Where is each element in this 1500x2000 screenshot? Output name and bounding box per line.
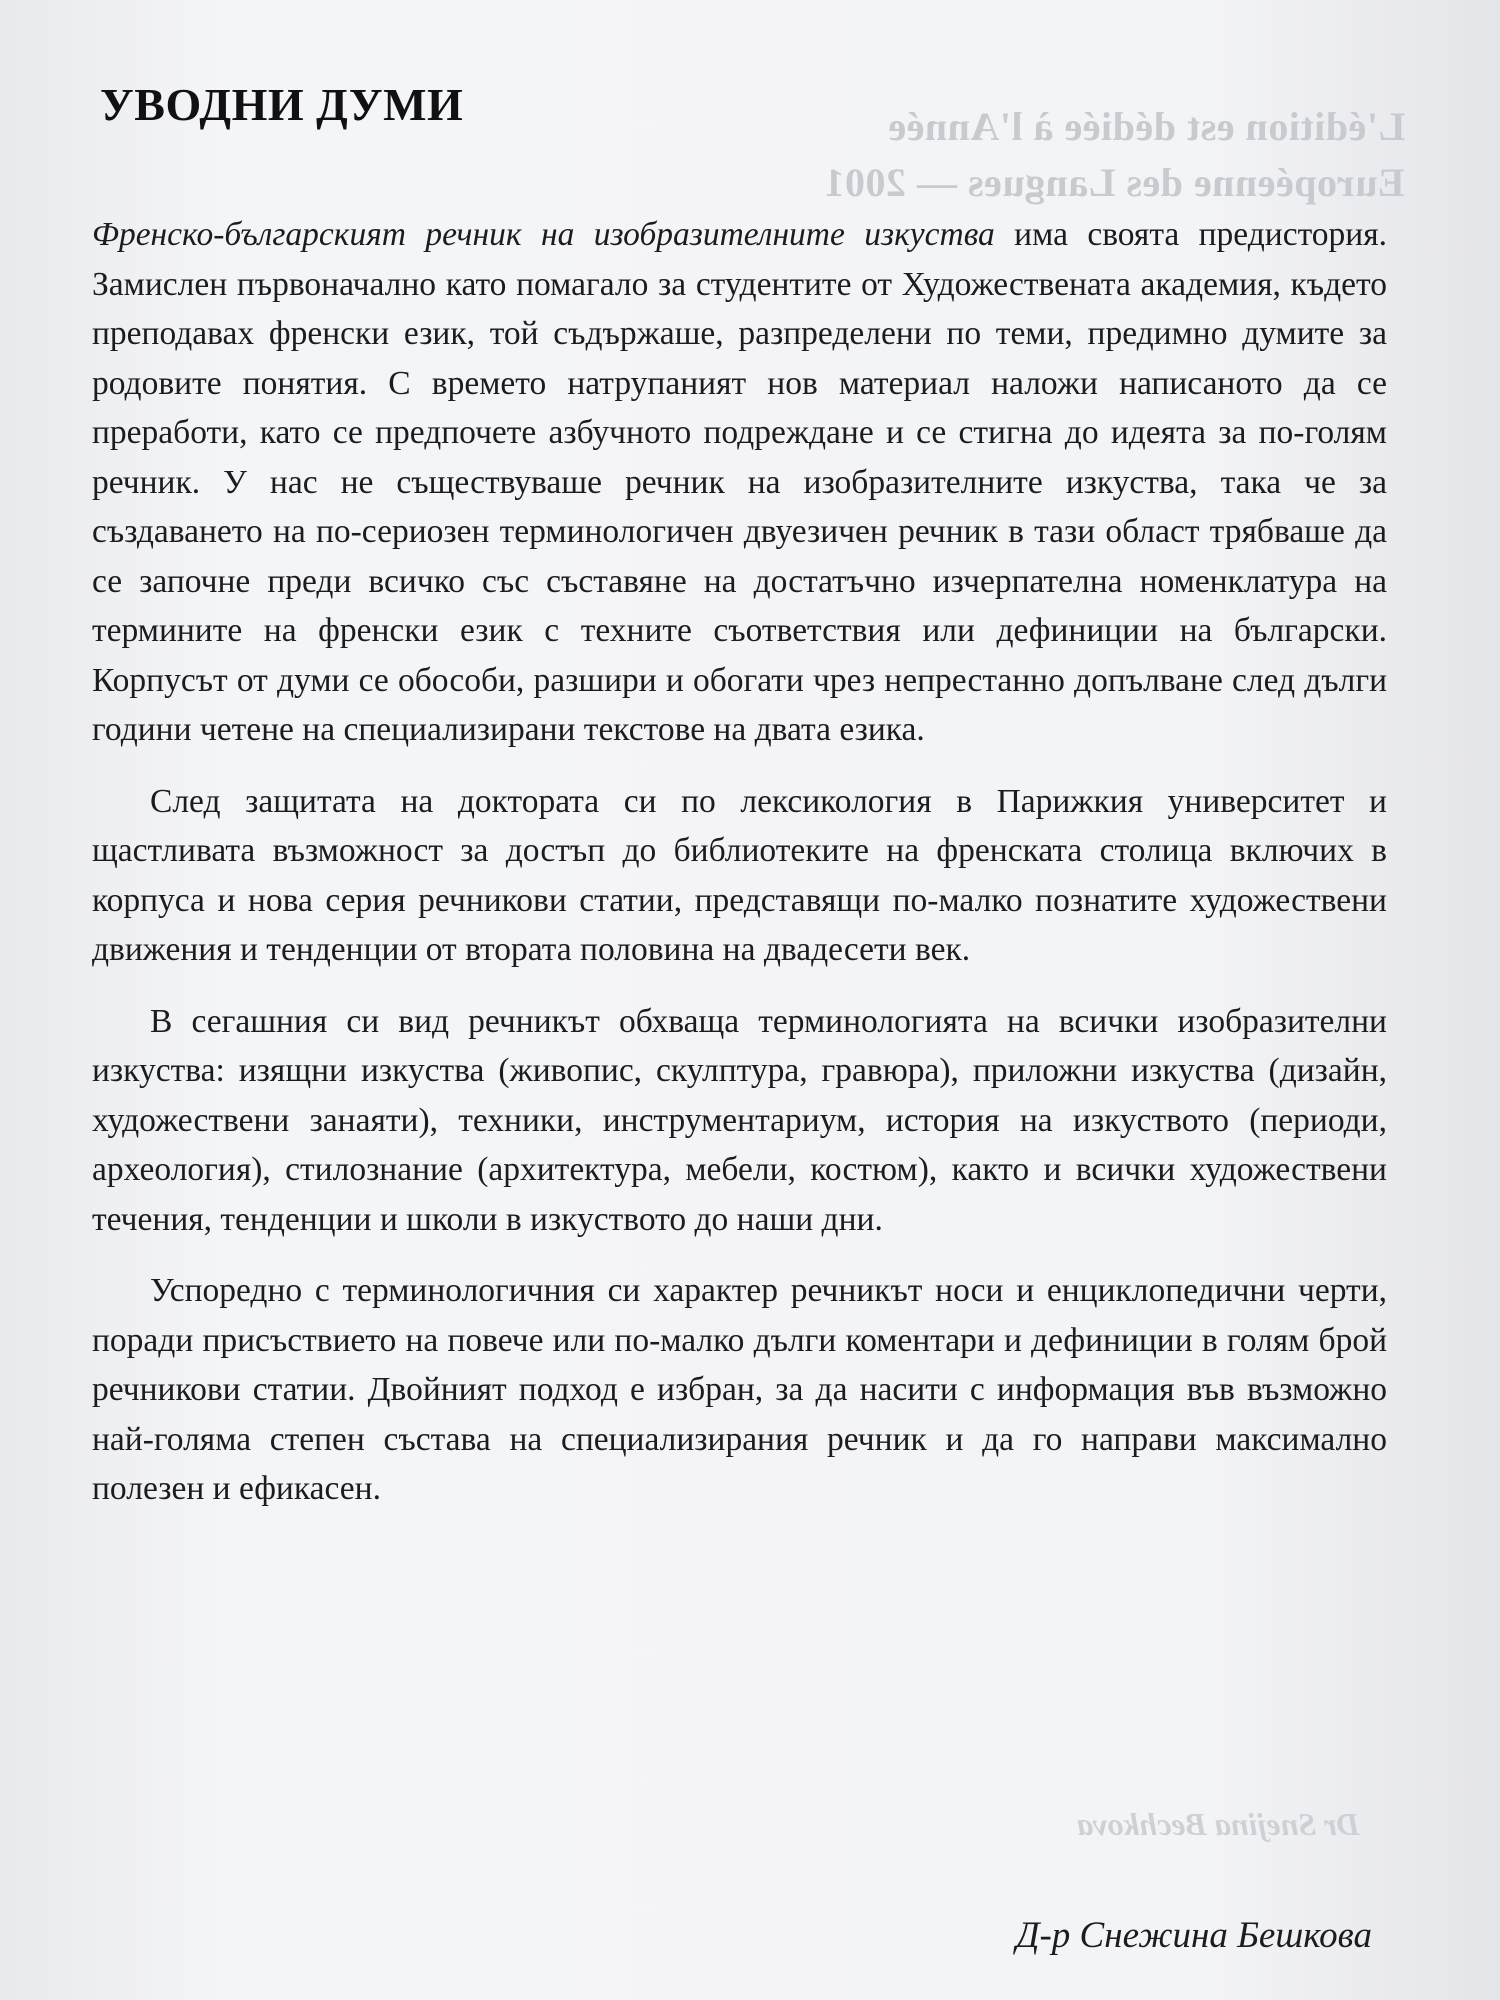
paragraph-3: В сегашния си вид речникът обхваща терминологията на всички изобразителни изкуства: изящни изкуства (живопис, скулптура, гравюра), приложни изкуства (дизайн, художествени занаяти), техники, инструментариум, история на изкуството (периоди, археология), стилознание (архитектура, мебели, костюм), както и всички художествени течения, тенденции и школи в изкуството до наши дни.: [92, 1002, 1387, 1238]
facing-page-bleed-signature: Dr Snejina Bechkova: [1077, 1806, 1360, 1842]
paragraph-1: [92, 210, 1387, 755]
paragraph-4: Успоредно с терминологичния си характер речникът носи и енциклопедични черти, поради присъствието на повече или по-малко дълги коментари и дефиниции в голям брой речникови статии. Двойният подход е избран, за да насити с информация във възможно най-голяма степен състава на специализирания речник и да го направи максимално полезен и ефикасен.: [92, 1272, 1387, 1507]
author-signature: Д-р Снежина Бешкова: [1015, 1915, 1372, 1956]
page-title: УВОДНИ ДУМИ: [100, 79, 464, 130]
paragraph-1-italic-lead: Френско-българският речник на изобразителните изкуства: [92, 216, 995, 253]
facing-page-bleed-line-1: L'édition est dédiée à l'Année: [887, 104, 1405, 149]
paragraph-2: След защитата на доктората си по лексикология в Парижкия университет и щастливата възможност за достъп до библиотеките на френската столица включих в корпуса и нова серия речникови статии, представящи по-малко познатите художествени движения и тенденции от втората половина на двадесети век.: [92, 782, 1387, 968]
paragraph-1-text: има своята предистория. Замислен първоначално като помагало за студентите от Художествената академия, където преподавах френски език, той съдържаше, разпределени по теми, предимно думите за родовите понятия. С времето натрупаният нов материал наложи написаното да се преработи, като се предпочете азбучното подреждане и се стигна до идеята за по-голям речник. У нас не съществуваше речник на изобразителните изкуства, така че за създаването на по-сериозен терминологичен двуезичен речник в тази област трябваше да се започне преди всичко със съставяне на достатъчно изчерпателна номенклатура на термините на френски език с техните съответствия или дефиниции на български. Корпусът от думи се обособи, разшири и обогати чрез непрестанно допълване след дълги години четене на специализирани текстове на двата езика.: [92, 216, 1387, 748]
facing-page-bleed-line-2: Européenne des Langues — 2001: [824, 160, 1405, 205]
body-text: [92, 210, 1387, 1536]
